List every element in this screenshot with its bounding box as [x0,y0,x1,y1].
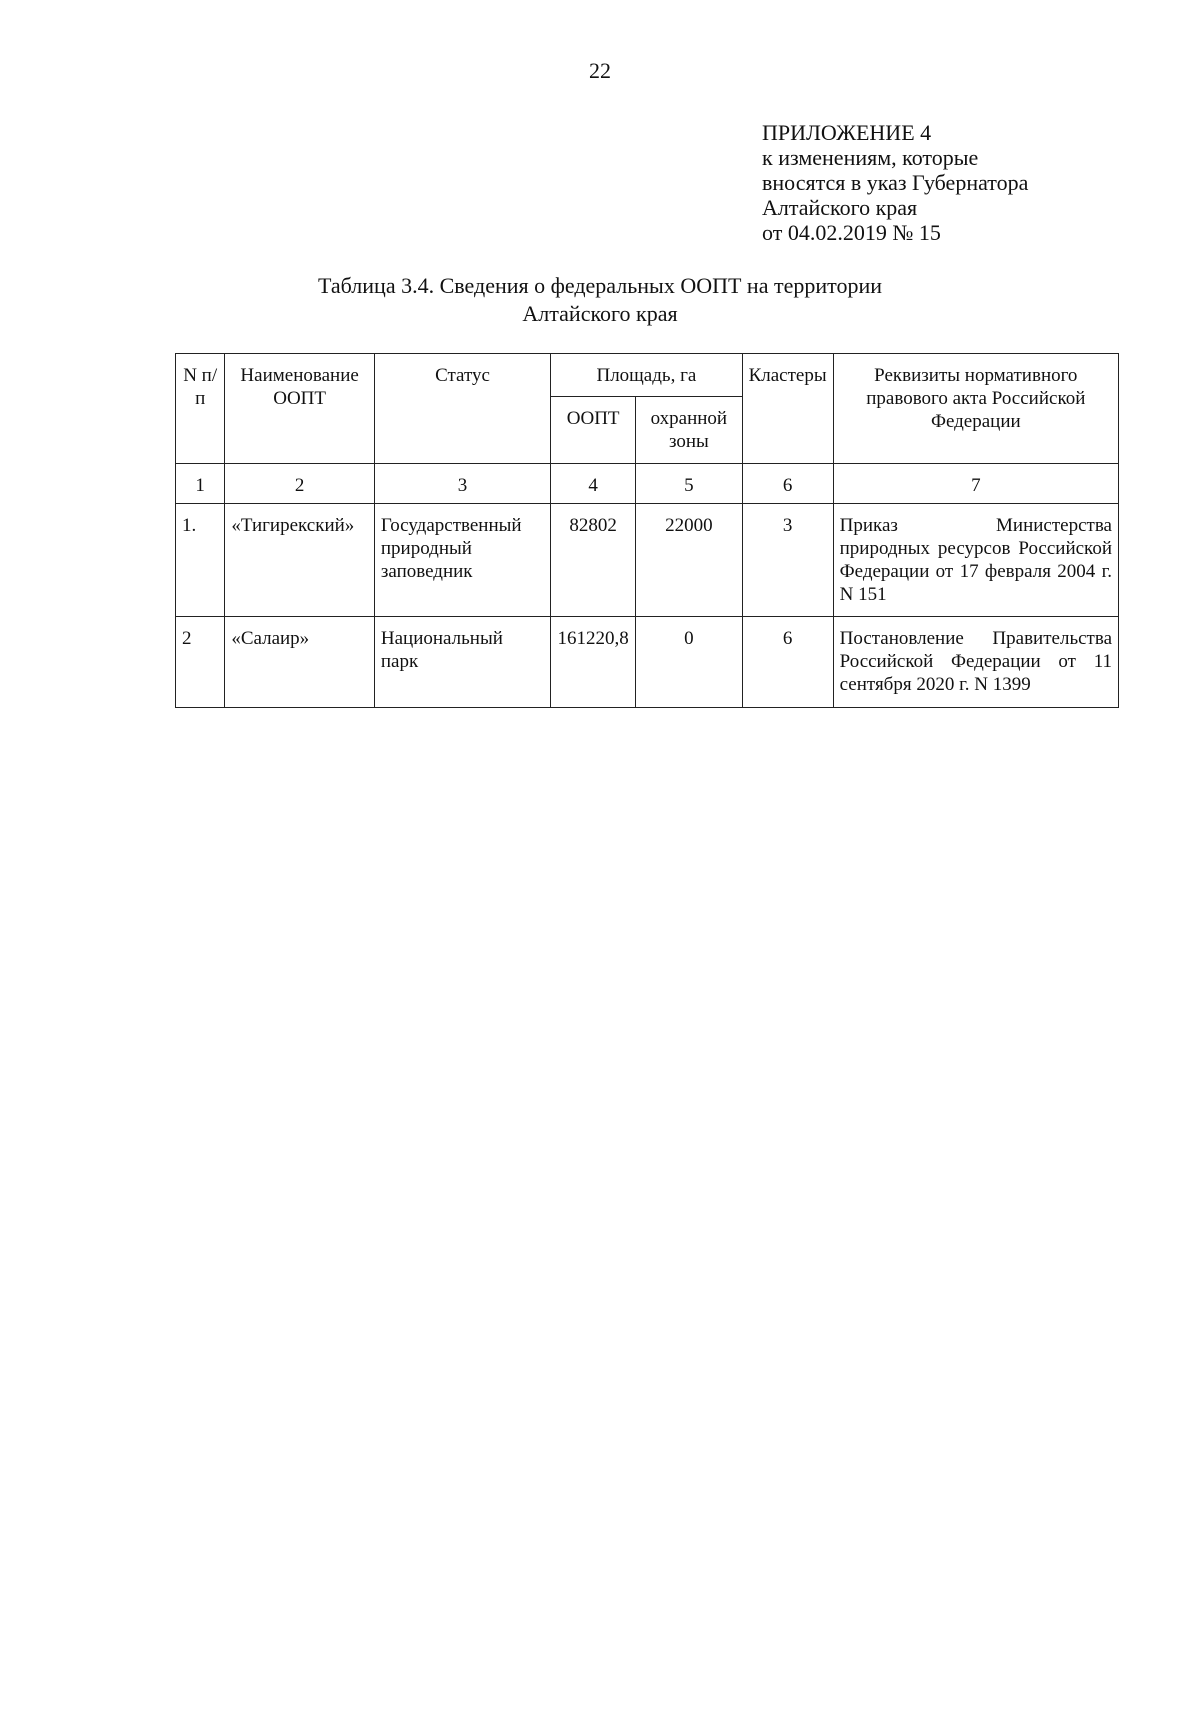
row-name: «Салаир» [225,617,375,708]
row-area-zone: 0 [636,617,742,708]
column-number: 2 [225,464,375,504]
column-number: 5 [636,464,742,504]
column-numbers-row [176,464,1119,504]
column-number: 1 [176,464,225,504]
appendix-line-5: от 04.02.2019 № 15 [762,220,941,245]
column-number: 7 [833,464,1118,504]
row-num: 2 [176,617,225,708]
header-area-oopt: ООПТ [551,397,636,464]
header-clusters: Кластеры [742,354,833,464]
table-title [0,272,1200,328]
header-area: Площадь, га [551,354,742,397]
appendix-line-1: ПРИЛОЖЕНИЕ 4 [762,120,932,145]
appendix-line-4: Алтайского края [762,195,918,220]
table-title-line-1: Таблица 3.4. Сведения о федеральных ООПТ на территории [318,273,882,298]
row-name: «Тигирекский» [225,504,375,617]
row-clusters: 3 [742,504,833,617]
row-requisites: Постановление Правительства Российской Федерации от 11 сентября 2020 г. N 1399 [833,617,1118,708]
appendix-line-3: вносятся в указ Губернатора [762,170,1029,195]
row-area-oopt: 161220,8 [551,617,636,708]
row-area-zone: 22000 [636,504,742,617]
page-number: 22 [589,58,611,83]
row-status: Государственный природный заповедник [374,504,550,617]
row-area-oopt: 82802 [551,504,636,617]
header-status: Статус [374,354,550,464]
header-name: Наименование ООПТ [225,354,375,464]
header-requisites: Реквизиты нормативного правового акта Российской Федерации [833,354,1118,464]
table-header-row [176,354,1119,397]
table-row [176,617,1119,708]
appendix-line-2: к изменениям, которые [762,145,979,170]
column-number: 3 [374,464,550,504]
oopt-table [175,353,1119,708]
column-number: 4 [551,464,636,504]
row-clusters: 6 [742,617,833,708]
table-title-line-2: Алтайского края [522,301,678,326]
column-number: 6 [742,464,833,504]
table-row [176,504,1119,617]
row-requisites: Приказ Министерства природных ресурсов Российской Федерации от 17 февраля 2004 г. N 151 [833,504,1118,617]
header-num: N п/п [176,354,225,464]
header-area-zone: охранной зоны [636,397,742,464]
appendix-block [762,120,1028,245]
row-num: 1. [176,504,225,617]
row-status: Национальный парк [374,617,550,708]
